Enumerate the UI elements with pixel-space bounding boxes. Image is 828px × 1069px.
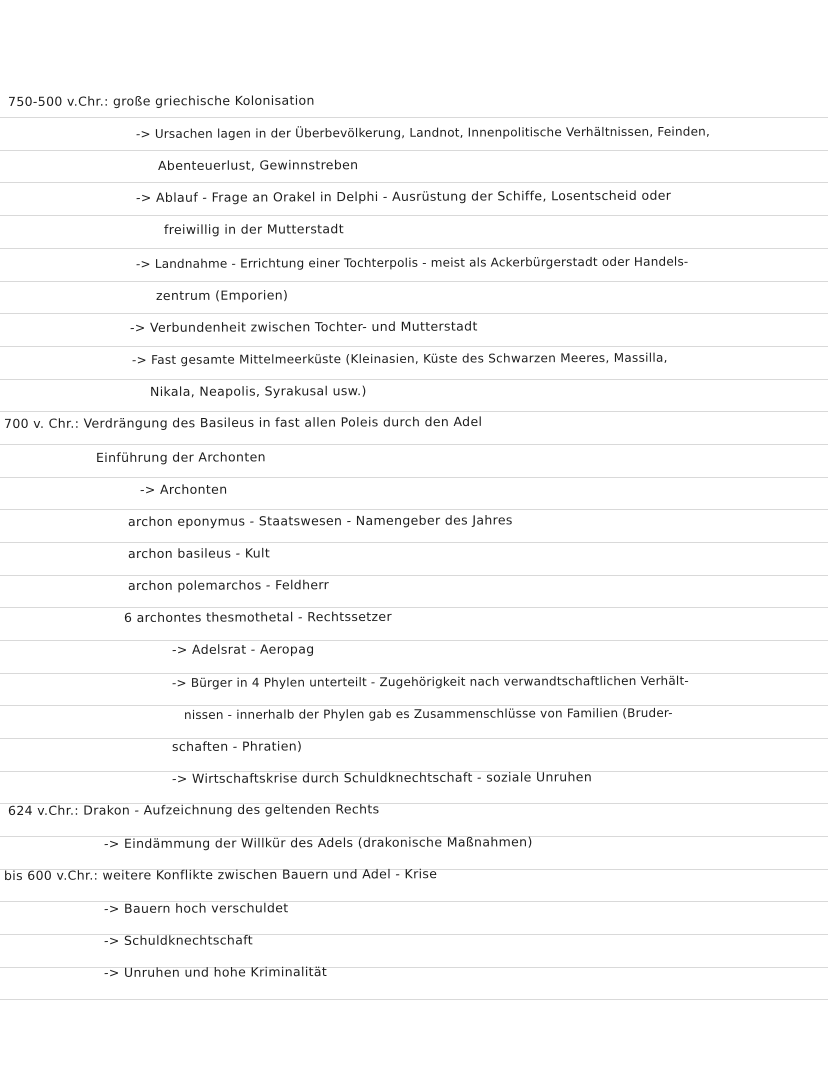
archons-introduction: Einführung der Archonten [95, 449, 266, 465]
colonisation-extent: -> Fast gesamte Mittelmeerküste (Kleinasien, Küste des Schwarzen Meeres, Massilla, [131, 350, 668, 367]
archon-polemarchos: archon polemarchos - Feldherr [127, 577, 330, 593]
ruled-line [0, 411, 828, 412]
ruled-line [0, 444, 828, 445]
colonisation-procedure-continued: freiwillig in der Mutterstadt [163, 221, 344, 237]
colonisation-procedure: -> Ablauf - Frage an Orakel in Delphi - Ausrüstung der Schiffe, Losentscheid oder [135, 187, 672, 205]
entry-624-heading: 624 v.Chr.: Drakon - Aufzeichnung des geltenden Rechts [7, 801, 380, 818]
citizens-phyles: -> Bürger in 4 Phylen unterteilt - Zugehörigkeit nach verwandtschaftlichen Verhält- [171, 673, 689, 690]
unrest-crime: -> Unruhen und hohe Kriminalität [103, 964, 328, 980]
colonisation-extent-continued: Nikala, Neapolis, Syrakusal usw.) [149, 383, 367, 399]
archon-eponymus: archon eponymus - Staatswesen - Namengeber des Jahres [127, 512, 513, 529]
ruled-line [0, 477, 828, 478]
economic-crisis: -> Wirtschaftskrise durch Schuldknechtschaft - soziale Unruhen [171, 769, 593, 786]
ruled-line [0, 738, 828, 739]
citizens-phyles-continued: nissen - innerhalb der Phylen gab es Zusammenschlüsse von Familien (Bruder- [183, 705, 673, 722]
farmers-debt: -> Bauern hoch verschuldet [103, 900, 289, 916]
ruled-line [0, 607, 828, 608]
archons-label: -> Archonten [139, 481, 228, 497]
ruled-line [0, 182, 828, 183]
ruled-line [0, 281, 828, 282]
entry-600-heading: bis 600 v.Chr.: weitere Konflikte zwischen Bauern und Adel - Krise [3, 866, 438, 883]
debt-bondage: -> Schuldknechtschaft [103, 932, 253, 948]
entry-700-heading: 700 v. Chr.: Verdrängung des Basileus in fast allen Poleis durch den Adel [3, 413, 483, 431]
archon-basileus: archon basileus - Kult [127, 545, 271, 561]
ruled-line [0, 150, 828, 151]
ruled-line [0, 117, 828, 118]
ruled-line [0, 215, 828, 216]
ruled-line [0, 575, 828, 576]
ruled-line [0, 640, 828, 641]
ruled-line [0, 346, 828, 347]
ruled-line [0, 379, 828, 380]
ruled-line [0, 313, 828, 314]
ruled-line [0, 509, 828, 510]
colonisation-bond: -> Verbundenheit zwischen Tochter- und Mutterstadt [129, 318, 478, 335]
colonisation-causes: -> Ursachen lagen in der Überbevölkerung, Landnot, Innenpolitische Verhältnissen, Feinden, [135, 124, 710, 141]
ruled-line [0, 248, 828, 249]
drakon-measures: -> Eindämmung der Willkür des Adels (drakonische Maßnahmen) [103, 834, 533, 851]
ruled-line [0, 999, 828, 1000]
colonisation-land-seizure: -> Landnahme - Errichtung einer Tochterpolis - meist als Ackerbürgerstadt oder Handels- [135, 254, 689, 271]
citizens-phyles-end: schaften - Phratien) [171, 738, 303, 754]
colonisation-land-seizure-continued: zentrum (Emporien) [155, 287, 289, 303]
entry-750-500-heading: 750-500 v.Chr.: große griechische Kolonisation [7, 92, 315, 109]
ruled-line [0, 542, 828, 543]
council-of-nobles: -> Adelsrat - Aeropag [171, 641, 315, 657]
colonisation-causes-continued: Abenteuerlust, Gewinnstreben [157, 157, 359, 173]
archontes-thesmothetai: 6 archontes thesmothetal - Rechtssetzer [123, 608, 392, 625]
